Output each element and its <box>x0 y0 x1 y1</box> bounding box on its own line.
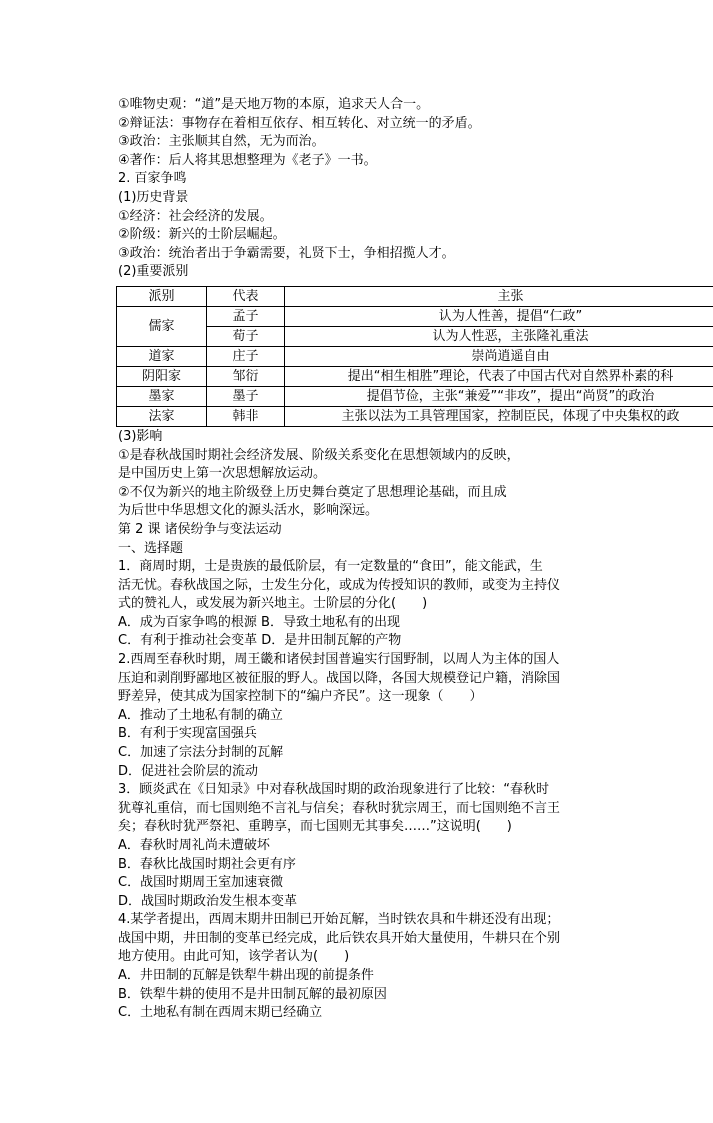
question-line: 活无忧。春秋战国之际，士发生分化，或成为传授知识的教师，或变为主持仪 <box>118 577 561 593</box>
cell-claim: 崇尚逍遥自由 <box>285 347 713 367</box>
cell-claim: 认为人性恶，主张隆礼重法 <box>285 327 713 347</box>
text-line: ①经济：社会经济的发展。 <box>118 208 273 224</box>
question-line: 犹尊礼重信，而七国则绝不言礼与信矣；春秋时犹宗周王，而七国则绝不言王 <box>118 800 561 816</box>
text-line: ②阶级：新兴的士阶层崛起。 <box>118 227 286 243</box>
section-heading: 一、选择题 <box>118 540 184 556</box>
cell-claim: 提出“相生相胜”理论，代表了中国古代对自然界朴素的科 <box>285 367 713 387</box>
question-line: 4.某学者提出，西周末期井田制已开始瓦解，当时铁农具和牛耕还没有出现； <box>118 912 560 928</box>
option-line: A．推动了土地私有制的确立 <box>118 707 283 723</box>
cell-representative: 邹衍 <box>207 367 285 387</box>
question-line: 1．商周时期，士是贵族的最低阶层，有一定数量的“食田”，能文能武，生 <box>118 559 543 574</box>
option-line: C．有利于推动社会变革 D．是井田制瓦解的产物 <box>118 633 402 649</box>
lesson-title: 第 2 课 诸侯纷争与变法运动 <box>118 521 282 537</box>
text-line: ③政治：主张顺其自然，无为而治。 <box>118 134 325 150</box>
table-row <box>117 387 713 407</box>
table-header-row <box>117 287 713 307</box>
option-line: D．促进社会阶层的流动 <box>118 763 259 779</box>
cell-school: 墨家 <box>117 387 207 407</box>
cell-representative: 孟子 <box>207 307 285 327</box>
option-line: B．春秋比战国时期社会更有序 <box>118 856 296 872</box>
option-line: C．土地私有制在西周末期已经确立 <box>118 1005 323 1021</box>
cell-representative: 墨子 <box>207 387 285 407</box>
option-line: B．有利于实现富国强兵 <box>118 726 257 742</box>
text-line: 是中国历史上第一次思想解放运动。 <box>118 466 327 482</box>
text-line: ③政治：统治者出于争霸需要，礼贤下士，争相招揽人才。 <box>118 245 455 261</box>
text-line: ④著作：后人将其思想整理为《老子》一书。 <box>118 152 377 168</box>
question-line: 3．顾炎武在《日知录》中对春秋战国时期的政治现象进行了比较：“春秋时 <box>118 782 550 798</box>
header-representative: 代表 <box>207 287 285 307</box>
cell-school: 法家 <box>117 407 207 427</box>
option-line: B．铁犁牛耕的使用不是井田制瓦解的最初原因 <box>118 986 387 1002</box>
option-line: D．战国时期政治发生根本变革 <box>118 893 298 909</box>
table-row <box>117 367 713 387</box>
cell-claim: 提倡节俭，主张“兼爱”“非攻”，提出“尚贤”的政治 <box>285 387 713 407</box>
subsection-heading: (3)影响 <box>118 429 163 444</box>
table-row <box>117 347 713 367</box>
cell-representative: 庄子 <box>207 347 285 367</box>
option-line: C．战国时期周王室加速衰微 <box>118 875 284 891</box>
text-line: ②不仅为新兴的地主阶级登上历史舞台奠定了思想理论基础，而且成 <box>118 484 507 500</box>
table-row <box>117 407 713 427</box>
question-line: 2.西周至春秋时期，周王畿和诸侯封国普遍实行国野制，以周人为主体的国人 <box>118 651 560 667</box>
cell-claim: 主张以法为工具管理国家，控制臣民，体现了中央集权的政 <box>285 407 713 427</box>
table-row <box>117 327 713 347</box>
question-line: 压迫和剥削野鄙地区被征服的野人。战国以降，各国大规模登记户籍，消除国 <box>118 670 561 686</box>
question-line: 野差异，使其成为国家控制下的“编户齐民”。这一现象（ ） <box>118 689 483 705</box>
header-school: 派别 <box>117 287 207 307</box>
section-heading: 2. 百家争鸣 <box>118 171 187 187</box>
schools-table <box>116 286 713 427</box>
table-row <box>117 307 713 327</box>
text-line: 为后世中华思想文化的源头活水，影响深远。 <box>118 503 379 519</box>
text-line: ①唯物史观：“道”是天地万物的本原，追求天人合一。 <box>118 97 430 112</box>
cell-school: 阴阳家 <box>117 367 207 387</box>
subsection-heading: (1)历史背景 <box>118 189 189 205</box>
text-line: ②辩证法：事物存在着相互依存、相互转化、对立统一的矛盾。 <box>118 115 481 131</box>
cell-school: 儒家 <box>117 307 207 347</box>
question-line: 地方使用。由此可知，该学者认为( ) <box>118 949 350 965</box>
header-claim: 主张 <box>285 287 713 307</box>
question-line: 矣；春秋时犹严祭祀、重聘享，而七国则无其事矣……”这说明( ) <box>118 819 512 835</box>
cell-representative: 韩非 <box>207 407 285 427</box>
intro-section <box>118 96 713 282</box>
questions-section <box>118 558 713 1023</box>
option-line: A．春秋时周礼尚未遭破坏 <box>118 837 270 853</box>
subsection-heading: (2)重要派别 <box>118 264 189 280</box>
question-line: 战国中期，井田制的变革已经完成，此后铁农具开始大量使用，牛耕只在个别 <box>118 930 561 946</box>
option-line: A．成为百家争鸣的根源 B．导致土地私有的出现 <box>118 614 400 630</box>
cell-representative: 荀子 <box>207 327 285 347</box>
question-line: 式的赞礼人，或发展为新兴地主。士阶层的分化( ) <box>118 596 428 612</box>
influence-section <box>118 428 713 558</box>
cell-school: 道家 <box>117 347 207 367</box>
text-line: ①是春秋战国时期社会经济发展、阶级关系变化在思想领域内的反映， <box>118 447 520 463</box>
option-line: A．井田制的瓦解是铁犁牛耕出现的前提条件 <box>118 968 374 984</box>
cell-claim: 认为人性善，提倡“仁政” <box>285 307 713 327</box>
option-line: C．加速了宗法分封制的瓦解 <box>118 744 284 760</box>
